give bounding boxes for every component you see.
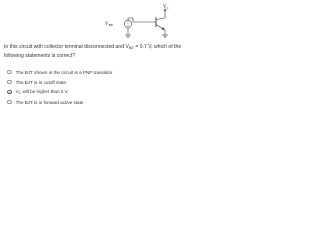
question-panel xyxy=(0,0,200,112)
radio-button-selected[interactable] xyxy=(7,90,12,95)
answer-option[interactable] xyxy=(7,68,112,76)
source-plus-sign: + xyxy=(127,20,129,25)
answer-option-selected[interactable] xyxy=(7,88,69,96)
option-label: The BJT shown in the circuit is a PNP transistor xyxy=(15,69,113,75)
radio-button[interactable] xyxy=(7,100,12,105)
transistor-collector-lead xyxy=(156,18,165,20)
collector-voltage-label: $V_C$ xyxy=(163,5,169,10)
question-text: In this circuit with collector terminal disconnected and $V_{BE} = 0.7$ V, which of the following statements is correct? xyxy=(4,44,182,59)
option-label: The BJT is in cutoff state. xyxy=(15,79,68,85)
vbe-source-label: $V_{BE}$ xyxy=(105,22,114,27)
bjt-circuit-diagram xyxy=(0,0,200,40)
radio-button[interactable] xyxy=(7,70,12,75)
option-label: $V_C$ will be higher than 0 V. xyxy=(15,89,69,95)
radio-button[interactable] xyxy=(7,80,12,85)
option-label: The BJT is in forward active state xyxy=(15,99,84,105)
answer-option[interactable] xyxy=(7,78,67,86)
emitter-arrow-icon xyxy=(162,27,165,30)
answer-option[interactable] xyxy=(7,98,83,106)
